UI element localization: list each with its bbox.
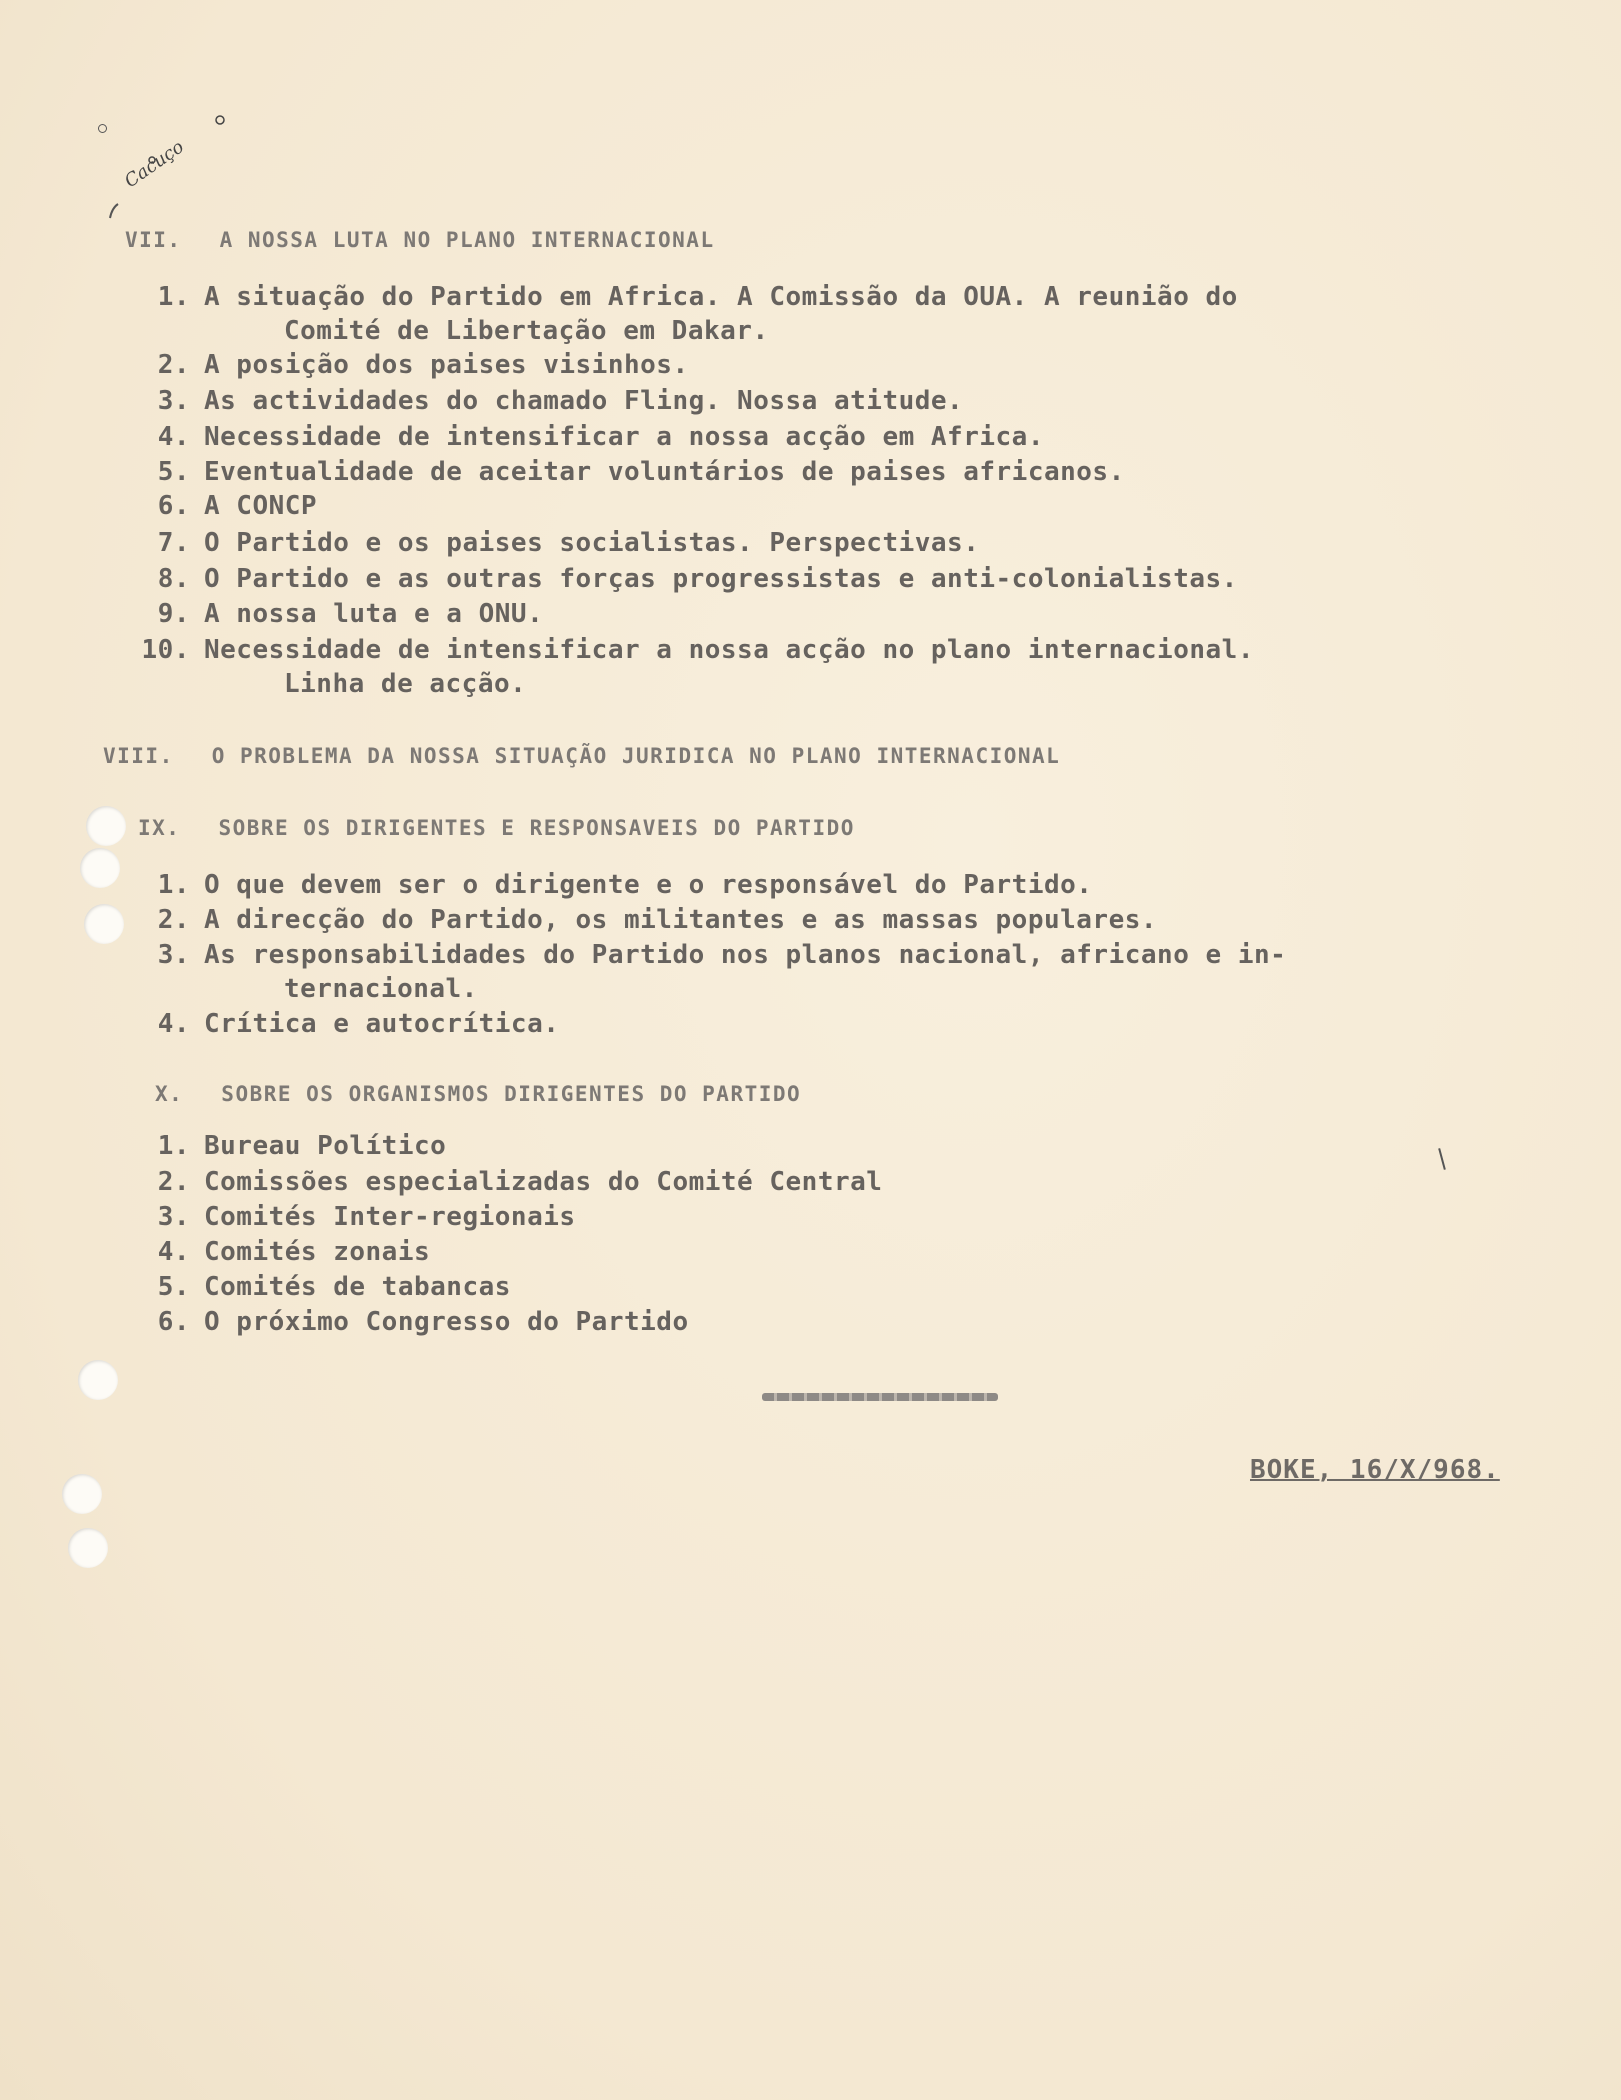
item-text: O Partido e as outras forças progressistas e anti-colonialistas. [204, 564, 1238, 594]
section-number: VIII. [103, 744, 174, 768]
list-item [128, 280, 1238, 348]
item-number: 1. [157, 870, 190, 900]
section-heading-x [155, 1082, 801, 1106]
item-number: 8. [157, 564, 190, 594]
item-number: 2. [157, 905, 190, 935]
section-title: SOBRE OS DIRIGENTES E RESPONSAVEIS DO PARTIDO [218, 816, 855, 840]
pen-mark [1438, 1148, 1446, 1170]
item-text: Bureau Político [204, 1131, 447, 1161]
punch-hole [80, 848, 120, 888]
item-text: Necessidade de intensificar a nossa acção em Africa. [204, 422, 1044, 452]
punch-hole [68, 1528, 108, 1568]
list-item [128, 420, 1044, 454]
item-text: A nossa luta e a ONU. [204, 599, 544, 629]
section-title: A NOSSA LUTA NO PLANO INTERNACIONAL [219, 228, 715, 252]
list-item [128, 903, 1157, 937]
section-number: VII. [125, 228, 182, 252]
punch-hole [78, 1360, 118, 1400]
list-item [128, 1007, 559, 1041]
list-item [128, 597, 543, 631]
list-item [128, 633, 1254, 701]
item-text: A situação do Partido em Africa. A Comissão da OUA. A reunião do [204, 282, 1238, 312]
place-date: BOKE, 16/X/968. [1250, 1455, 1500, 1485]
list-item [128, 348, 689, 382]
handwritten-note: Cacuço [120, 136, 188, 193]
section-heading-ix [138, 816, 855, 840]
item-text: O Partido e os paises socialistas. Perspectivas. [204, 528, 980, 558]
list-item [128, 1270, 511, 1304]
item-number: 3. [157, 386, 190, 416]
punch-hole [62, 1474, 102, 1514]
item-number: 10. [141, 635, 190, 665]
list-item [128, 1200, 576, 1234]
item-text: Comités zonais [204, 1237, 431, 1267]
item-text: Eventualidade de aceitar voluntários de paises africanos. [204, 457, 1125, 487]
item-number: 1. [157, 1131, 190, 1161]
item-text-continuation: Comité de Libertação em Dakar. [284, 316, 769, 346]
item-number: 7. [157, 528, 190, 558]
item-number: 2. [157, 350, 190, 380]
punch-hole [86, 806, 126, 846]
section-number: IX. [138, 816, 181, 840]
item-number: 5. [157, 1272, 190, 1302]
item-text: A posição dos paises visinhos. [204, 350, 689, 380]
item-number: 3. [157, 940, 190, 970]
list-item [128, 526, 979, 560]
item-number: 4. [157, 422, 190, 452]
item-text: O próximo Congresso do Partido [204, 1307, 689, 1337]
item-text: Crítica e autocrítica. [204, 1009, 560, 1039]
section-title: SOBRE OS ORGANISMOS DIRIGENTES DO PARTIDO [221, 1082, 802, 1106]
list-item [128, 1165, 882, 1199]
item-text: As actividades do chamado Fling. Nossa atitude. [204, 386, 964, 416]
item-text: As responsabilidades do Partido nos planos nacional, africano e in- [204, 940, 1287, 970]
list-item [128, 1235, 430, 1269]
item-text: Necessidade de intensificar a nossa acção no plano internacional. [204, 635, 1254, 665]
item-text-continuation: Linha de acção. [284, 669, 527, 699]
list-item [128, 562, 1238, 596]
item-text: A CONCP [204, 491, 318, 521]
item-text: Comissões especializadas do Comité Central [204, 1167, 883, 1197]
list-item [128, 489, 317, 523]
divider-line [762, 1393, 998, 1401]
item-text: Comités Inter-regionais [204, 1202, 576, 1232]
item-number: 9. [157, 599, 190, 629]
item-number: 1. [157, 282, 190, 312]
item-number: 3. [157, 1202, 190, 1232]
list-item [128, 1305, 689, 1339]
item-text-continuation: ternacional. [284, 974, 478, 1004]
item-number: 2. [157, 1167, 190, 1197]
item-text: Comités de tabancas [204, 1272, 511, 1302]
list-item [128, 455, 1125, 489]
item-number: 5. [157, 457, 190, 487]
list-item [128, 384, 963, 418]
list-item [128, 1129, 446, 1163]
punch-hole [84, 904, 124, 944]
section-title: O PROBLEMA DA NOSSA SITUAÇÃO JURIDICA NO PLANO INTERNACIONAL [211, 744, 1061, 768]
item-number: 4. [157, 1237, 190, 1267]
item-text: O que devem ser o dirigente e o responsável do Partido. [204, 870, 1093, 900]
item-number: 6. [157, 491, 190, 521]
item-number: 6. [157, 1307, 190, 1337]
section-heading-viii [103, 744, 1060, 768]
section-heading-vii [125, 228, 715, 252]
handwritten-annotation [100, 108, 240, 228]
list-item [128, 938, 1286, 1006]
section-number: X. [155, 1082, 184, 1106]
item-text: A direcção do Partido, os militantes e as massas populares. [204, 905, 1158, 935]
item-number: 4. [157, 1009, 190, 1039]
list-item [128, 868, 1092, 902]
